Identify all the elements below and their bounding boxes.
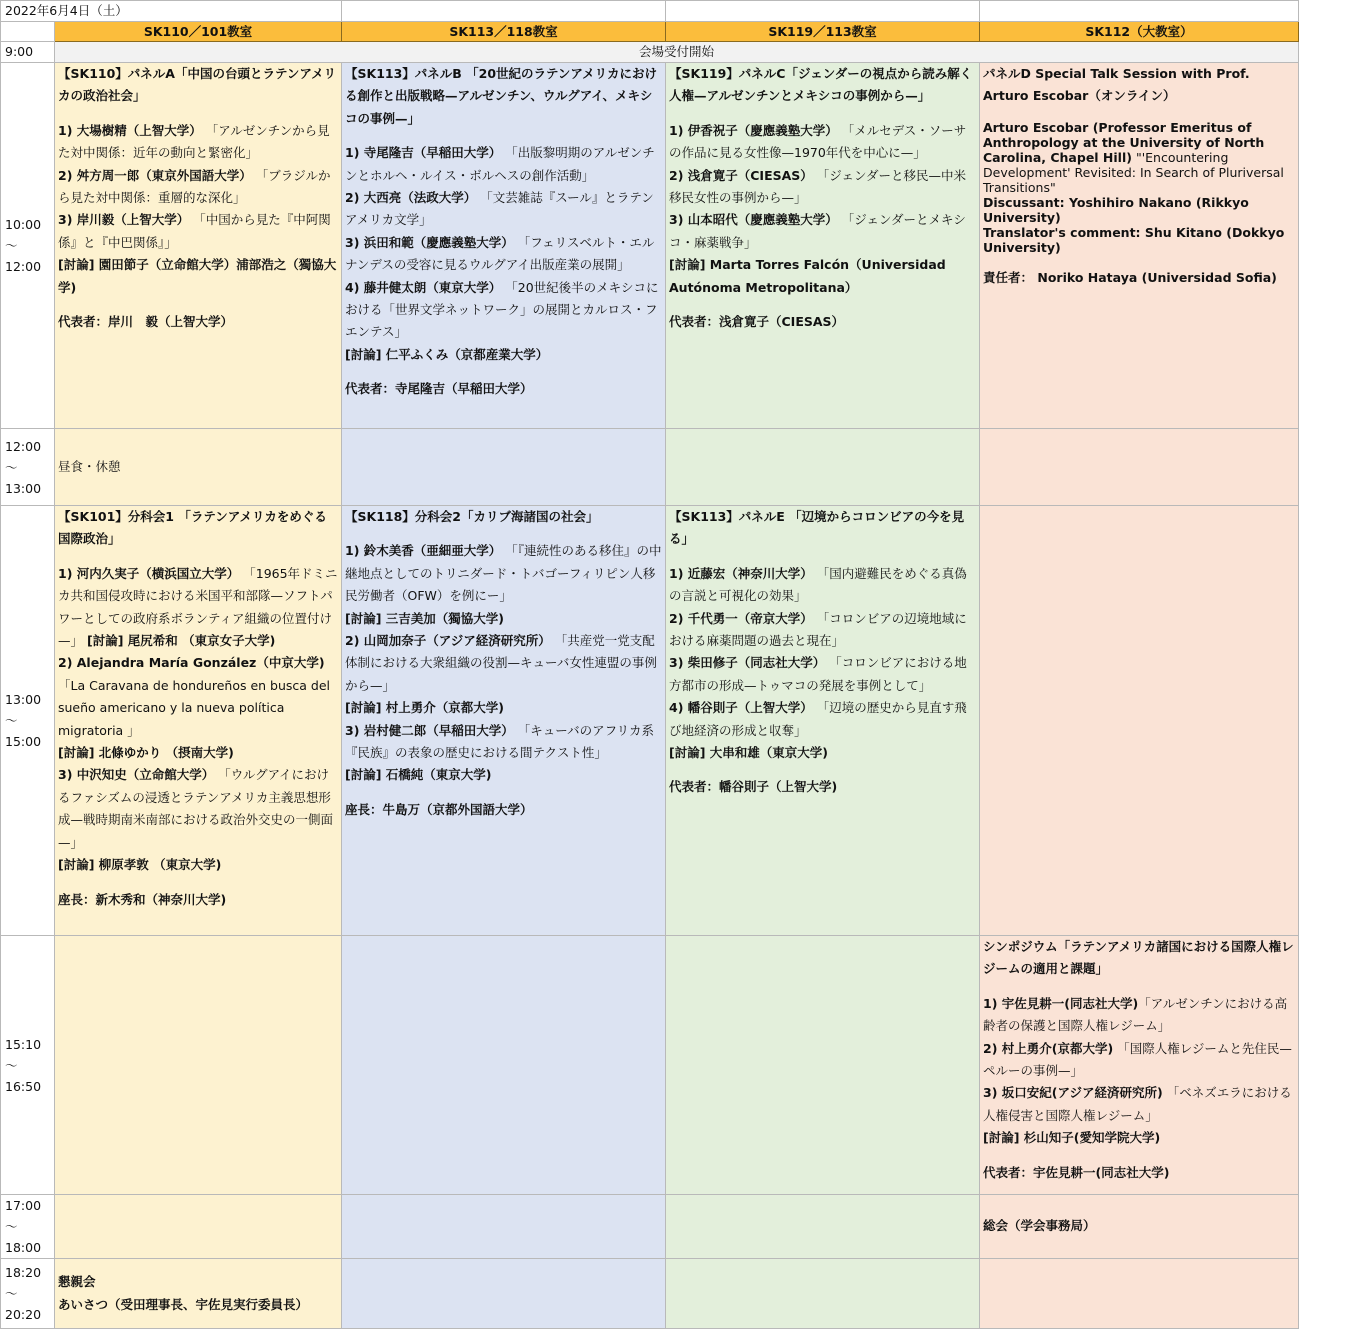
date-label: 2022年6月4日（土） [1, 1, 342, 22]
discussant: [討論] 石橋純（東京大学) [345, 767, 492, 783]
room-header-row [1, 22, 1299, 42]
lunch-row [1, 429, 1299, 506]
panel-b-cell [342, 63, 666, 429]
presentation-2: 2) 浅倉寛子（CIESAS） 「ジェンダーと移民—中米移民女性の事例から—」 [669, 167, 967, 206]
discussant: [討論] 杉山知子(愛知学院大学) [983, 1130, 1161, 1146]
session-row-3 [1, 936, 1299, 1195]
discussant: [討論] 村上勇介（京都大学) [345, 700, 504, 716]
lunch-cell: 昼食・休憩 [55, 429, 342, 506]
representative: 代表者：寺尾隆吉（早稲田大学） [345, 381, 533, 397]
presentation-3: 3) 岸川毅（上智大学） 「中国から見た『中阿関係』と『中巴関係』」 [58, 212, 331, 250]
session-row-4 [1, 1195, 1299, 1259]
panel-title: シンポジウム「ラテンアメリカ諸国における国際人権レジームの適用と課題」 [983, 939, 1294, 977]
panel-title: 【SK119】パネルC「ジェンダーの視点から読み解く人権—アルゼンチンとメキシコの事例から—」 [669, 66, 973, 104]
session1-cell [55, 506, 342, 936]
presentation-2: 2) 山岡加奈子（アジア経済研究所） 「共産党一党支配体制における大衆組織の役割—キューバ女性連盟の事例から—」 [345, 633, 657, 693]
presentation-3: 3) 坂口安紀(アジア経済研究所) 「ベネズエラにおける人権侵害と国際人権レジーム」 [983, 1085, 1292, 1123]
talk-title: "'Encountering Development' Revisited: In Search of Pluriversal Transitions" [983, 149, 1284, 195]
representative: 代表者：岸川 毅（上智大学） [58, 314, 234, 330]
discussant: [討論] Marta Torres Falcón（Universidad Autónoma Metropolitana） [669, 257, 946, 295]
representative: 責任者： Noriko Hataya (Universidad Sofia) [983, 269, 1277, 285]
panel-d-cell [980, 63, 1299, 429]
chair: 座長：牛島万（京都外国語大学） [345, 801, 533, 817]
presentation-3: 3) 中沢知史（立命館大学） 「ウルグアイにおけるファシズムの浸透とラテンアメリカ主義思想形成—戦時期南米南部における政治外交史の一側面—」 [58, 767, 334, 850]
panel-c-cell [666, 63, 980, 429]
representative: 代表者：幡谷則子（上智大学) [669, 779, 838, 795]
reception-text: 会場受付開始 [55, 42, 1299, 63]
presentation-1: 1) 寺尾隆吉（早稲田大学） 「出版黎明期のアルゼンチンとホルヘ・ルイス・ボルヘスの創作活動」 [345, 145, 655, 183]
reception-row [1, 42, 1299, 63]
presentation-3: 3) 浜田和範（慶應義塾大学） 「フェリスベルト・エルナンデスの受容に見るウルグアイ出版産業の展開」 [345, 234, 655, 273]
presentation-2: 2) 村上勇介(京都大学) 「国際人権レジームと先住民—ペルーの事例—」 [983, 1040, 1292, 1079]
presentation-2: 2) Alejandra María González（中京大学) 「La Caravana de hondureños en busca del sueño americano y la nueva política migratoria 」 [58, 655, 331, 738]
presentation-4: 4) 藤井健太朗（東京大学） 「20世紀後半のメキシコにおける「世界文学ネットワーク」の展開とカルロス・フエンテス」 [345, 279, 659, 340]
time-slot-4: 17:00 〜 18:00 [1, 1195, 55, 1259]
session-row-2 [1, 506, 1299, 936]
discussant: [討論] 北條ゆかり （摂南大学) [58, 745, 234, 761]
panel-a-cell [55, 63, 342, 429]
time-slot-5: 18:20 〜 20:20 [1, 1259, 55, 1329]
session-row-5 [1, 1259, 1299, 1329]
presentation-1: 1) 河内久実子（横浜国立大学） 「1965年ドミニカ共和国侵攻時における米国平和部隊—ソフトパワーとしての政府系ボランティア組織の位置付け—」 [討論] 尾尻希和 （東京女子大学) [58, 565, 338, 649]
presentation-3: 3) 岩村健二郎（早稲田大学） 「キューバのアフリカ系『民族』の表象の歴史における間テクスト性」 [345, 722, 655, 761]
session2-cell [342, 506, 666, 936]
time-slot-1: 10:00 〜 12:00 [1, 63, 55, 429]
date-row [1, 1, 1299, 22]
discussant: [討論] 柳原孝敦 （東京大学) [58, 857, 222, 873]
time-slot-2: 13:00 〜 15:00 [1, 506, 55, 936]
presentation-1: 1) 伊香祝子（慶應義塾大学） 「メルセデス・ソーサの作品に見る女性像—1970年代を中心に—」 [669, 122, 967, 161]
discussant: [討論] 大串和雄（東京大学) [669, 745, 828, 761]
panel-e-cell [666, 506, 980, 936]
room-header-3: SK119／113教室 [666, 22, 980, 42]
presentation-2: 2) 千代勇一（帝京大学） 「コロンビアの辺境地域における麻薬問題の過去と現在」 [669, 610, 967, 649]
symposium-cell [980, 936, 1299, 1195]
general-meeting-cell: 総会（学会事務局） [980, 1195, 1299, 1259]
presentation-1: 1) 宇佐見耕一(同志社大学)「アルゼンチンにおける高齢者の保護と国際人権レジーム」 [983, 995, 1288, 1034]
room-header-4: SK112（大教室） [980, 22, 1299, 42]
room-header-1: SK110／101教室 [55, 22, 342, 42]
panel-title: パネルD Special Talk Session with Prof. Arturo Escobar（オンライン） [983, 66, 1250, 104]
discussant: Discussant: Yoshihiro Nakano (Rikkyo University) [983, 194, 1249, 225]
presentation-4: 4) 幡谷則子（上智大学） 「辺境の歴史から見直す飛び地経済の形成と収奪」 [669, 700, 967, 738]
presentation-1: 1) 近藤宏（神奈川大学） 「国内避難民をめぐる真偽の言説と可視化の効果」 [669, 565, 967, 604]
representative: 代表者：宇佐見耕一(同志社大学) [983, 1164, 1170, 1180]
discussant: [討論] 仁平ふくみ（京都産業大学） [345, 346, 549, 362]
panel-title: 【SK110】パネルA「中国の台頭とラテンアメリカの政治社会」 [58, 66, 337, 104]
party-title: 懇親会 [58, 1274, 96, 1290]
time-slot-3: 15:10 〜 16:50 [1, 936, 55, 1195]
session-row-1 [1, 63, 1299, 429]
panel-title: 【SK101】分科会1 「ラテンアメリカをめぐる国際政治」 [58, 509, 327, 547]
presentation-2: 2) 大西亮（法政大学） 「文芸雑誌『スール』とラテンアメリカ文学」 [345, 190, 654, 228]
reception-time: 9:00 [1, 42, 55, 63]
discussant: [討論] 三吉美加（獨協大学) [345, 610, 504, 626]
representative: 代表者：浅倉寛子（CIESAS） [669, 314, 845, 330]
presentation-1: 1) 大場樹精（上智大学） 「アルゼンチンから見た対中関係：近年の動向と緊密化」 [58, 122, 330, 161]
speaker: Arturo Escobar (Professor Emeritus of Anthropology at the University of North Carolina, Chapel Hill) [983, 119, 1265, 165]
room-header-2: SK113／118教室 [342, 22, 666, 42]
presentation-2: 2) 舛方周一郎（東京外国語大学） 「ブラジルから見た対中関係：重層的な深化」 [58, 167, 331, 206]
presentation-3: 3) 柴田修子（同志社大学） 「コロンビアにおける地方都市の形成—トゥマコの発展を事例として」 [669, 655, 967, 693]
reception-party-cell [55, 1259, 342, 1329]
party-greeting: あいさつ（受田理事長、宇佐見実行委員長） [58, 1296, 309, 1312]
panel-title: 【SK118】分科会2「カリブ海諸国の社会」 [345, 509, 599, 524]
discussant: [討論] 園田節子（立命館大学）浦部浩之（獨協大学) [58, 257, 337, 295]
panel-title: 【SK113】パネルE 「辺境からコロンビアの今を見る」 [669, 509, 965, 547]
presentation-3: 3) 山本昭代（慶應義塾大学） 「ジェンダーとメキシコ・麻薬戦争」 [669, 212, 966, 250]
chair: 座長：新木秀和（神奈川大学) [58, 891, 227, 907]
presentation-1: 1) 鈴木美香（亜細亜大学） 「『連続性のある移住』の中継地点としてのトリニダード・トバゴーフィリピン人移民労働者（OFW）を例にー」 [345, 543, 662, 604]
time-slot-lunch: 12:00 〜 13:00 [1, 429, 55, 506]
panel-title: 【SK113】パネルB 「20世紀のラテンアメリカにおける創作と出版戦略—アルゼンチン、ウルグアイ、メキシコの事例—」 [345, 66, 658, 126]
translator: Translator's comment: Shu Kitano (Dokkyo University) [983, 224, 1285, 255]
